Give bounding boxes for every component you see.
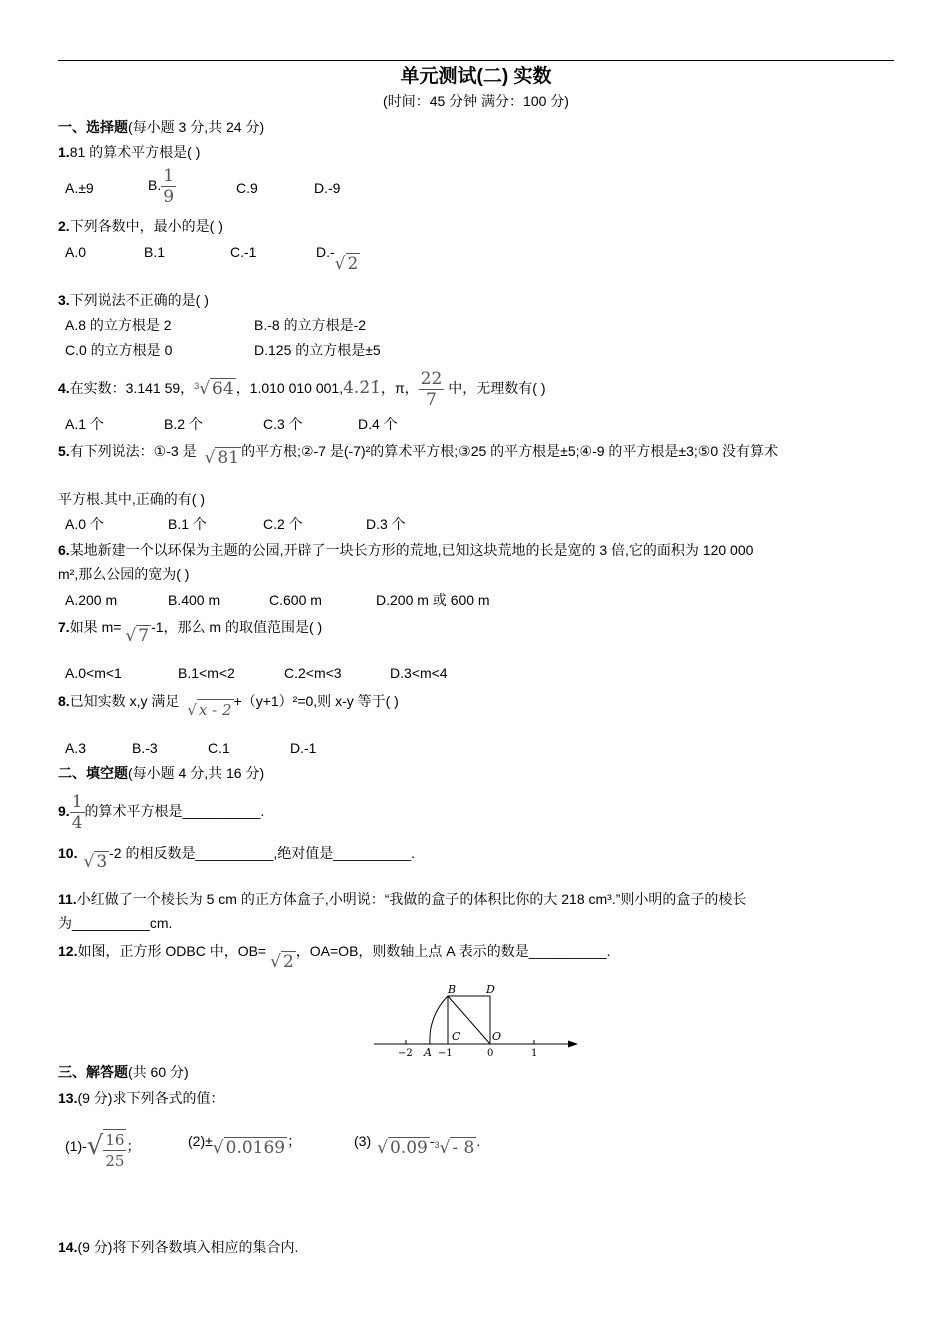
minus-sign: - — [429, 1133, 435, 1149]
section-title: 二、填空题 — [58, 765, 128, 781]
question-number: 4. — [58, 380, 70, 396]
question-6 — [58, 540, 753, 560]
question-text: 的算术平方根是__________. — [84, 803, 265, 819]
root-index: 3 — [434, 1140, 440, 1150]
section-title: 三、解答题 — [58, 1064, 128, 1080]
question-14 — [58, 1237, 298, 1257]
question-number: 10. — [58, 845, 78, 861]
question-text: 如图，正方形 ODBC 中，OB= — [77, 943, 267, 959]
question-number: 12. — [58, 943, 78, 959]
question-number: 14. — [58, 1239, 78, 1255]
section-1-heading — [58, 117, 264, 137]
question-text: -1，那么 m 的取值范围是( ) — [151, 619, 323, 635]
cube-root: √ 64 — [199, 379, 234, 400]
radicand: - 8 — [452, 1138, 475, 1159]
question-text: ，1.010 010 001, — [235, 380, 344, 396]
q7-option-c: C.2<m<3 — [284, 665, 342, 681]
question-7 — [58, 612, 323, 647]
square-root: √ $\frac{16}{25}$ — [86, 1130, 125, 1170]
q3-option-a: A.8 的立方根是 2 — [65, 317, 172, 333]
radicand: 0.09 — [389, 1138, 428, 1159]
q2-option-b: B.1 — [144, 244, 166, 260]
q4-option-d: D.4 个 — [358, 416, 398, 432]
fraction — [70, 792, 85, 833]
q1-option-c: C.9 — [236, 180, 258, 196]
numerator: 1 — [71, 791, 83, 812]
q7-option-b: B.1<m<2 — [178, 665, 235, 681]
radicand: x - 2 — [198, 701, 232, 720]
radicand: 64 — [212, 379, 234, 400]
question-8 — [58, 686, 399, 720]
question-5 — [58, 436, 778, 467]
q3-option-d: D.125 的立方根是±5 — [254, 342, 381, 358]
square-root: √ 7 — [125, 626, 150, 647]
punctuation: . — [476, 1133, 481, 1149]
question-text: 中，无理数有( ) — [448, 380, 546, 396]
q6-option-d: D.200 m 或 600 m — [376, 592, 490, 608]
q2-option-c: C.-1 — [230, 244, 257, 260]
fraction — [419, 369, 445, 410]
question-number: 6. — [58, 542, 70, 558]
denominator: 9 — [163, 187, 175, 207]
radicand: 3 — [96, 852, 108, 873]
part-label: (2)± — [188, 1133, 213, 1149]
punctuation: ； — [287, 1133, 302, 1149]
q5-option-a: A.0 个 — [65, 516, 104, 532]
question-number: 11. — [58, 891, 77, 907]
q6-option-a: A.200 m — [65, 592, 118, 608]
question-text: ，OA=OB，则数轴上点 A 表示的数是__________. — [295, 943, 611, 959]
punctuation: ； — [126, 1138, 141, 1155]
q5-option-b: B.1 个 — [168, 516, 207, 532]
question-4 — [58, 365, 546, 412]
numerator: 1 — [163, 166, 175, 186]
label-d: D — [486, 983, 495, 996]
fraction — [161, 166, 176, 207]
label-b: B — [448, 983, 457, 996]
radicand: 81 — [217, 448, 240, 469]
question-9 — [58, 789, 264, 833]
question-number: 2. — [58, 218, 70, 234]
square-root: √ 2 — [270, 952, 294, 973]
question-number: 5. — [58, 443, 70, 459]
tick-label: −1 — [438, 1048, 453, 1059]
number-line-figure — [372, 982, 582, 1060]
question-number: 9. — [58, 803, 70, 819]
section-note: (每小题 4 分,共 16 分) — [128, 765, 265, 781]
question-2 — [58, 216, 223, 236]
q13-part-3 — [354, 1124, 480, 1159]
q1-option-a: A.±9 — [65, 180, 94, 196]
question-3 — [58, 290, 209, 310]
denominator: 4 — [71, 812, 83, 833]
section-note: (每小题 3 分,共 24 分) — [128, 119, 265, 135]
q1-option-b — [148, 166, 176, 207]
square-root: √ 2 — [334, 253, 359, 274]
page-title: 单元测试(二) 实数 — [400, 66, 552, 87]
exam-page — [58, 0, 894, 1344]
q7-option-a: A.0<m<1 — [65, 665, 122, 681]
tick-label: 1 — [531, 1048, 538, 1059]
q5-option-d: D.3 个 — [366, 516, 406, 532]
square-root: √ x - 2 — [187, 701, 232, 720]
denominator: 25 — [105, 1151, 125, 1170]
question-text: 某地新建一个以环保为主题的公园,开辟了一块长方形的荒地,已知这块荒地的长是宽的 3 倍,它的面积为 120 000 — [69, 542, 754, 558]
q3-option-b: B.-8 的立方根是-2 — [254, 317, 367, 333]
root-index: 3 — [194, 381, 200, 391]
question-6-line-2: m²,那么公园的宽为( ) — [58, 566, 190, 582]
question-text: 小红做了一个棱长为 5 cm 的正方体盒子,小明说：“我做的盒子的体积比你的大 218 cm³.”则小明的盒子的棱长 — [76, 891, 747, 907]
repeating-decimal: 4.2̇1̇ — [343, 378, 381, 398]
question-number: 1. — [58, 144, 70, 160]
q2-option-a: A.0 — [65, 244, 87, 260]
part-label: (1)- — [65, 1138, 87, 1155]
option-label: D.- — [316, 244, 335, 260]
question-11-line-2: 为__________cm. — [58, 915, 173, 931]
q3-option-c: C.0 的立方根是 0 — [65, 342, 173, 358]
question-text: -2 的相反数是__________,绝对值是__________. — [109, 845, 415, 861]
option-label: B. — [148, 177, 162, 194]
question-number: 13. — [58, 1090, 78, 1106]
question-text: ，π， — [380, 380, 419, 396]
question-text: 的平方根;②-7 是(-7)²的算术平方根;③25 的平方根是±5;④-9 的平方根是±3;⑤0 没有算术 — [241, 443, 779, 459]
section-title: 一、选择题 — [58, 119, 128, 135]
tick-label: 0 — [487, 1048, 494, 1059]
question-11 — [58, 889, 746, 909]
square-root: √ 81 — [204, 448, 240, 469]
arc-ba — [430, 996, 448, 1044]
section-2-heading — [58, 763, 264, 783]
question-13 — [58, 1088, 224, 1108]
section-3-heading — [58, 1062, 189, 1082]
q13-part-1 — [65, 1122, 140, 1173]
numerator: 16 — [105, 1130, 125, 1149]
top-rule — [58, 60, 894, 61]
label-o: O — [492, 1030, 502, 1043]
question-text: 下列说法不正确的是( ) — [69, 292, 209, 308]
question-number: 8. — [58, 693, 70, 709]
question-text: 下列各数中，最小的是( ) — [69, 218, 223, 234]
question-text: 如果 m= — [69, 619, 122, 635]
q2-option-d — [316, 242, 360, 274]
denominator: 7 — [426, 389, 437, 410]
radicand: 0.0169 — [225, 1138, 286, 1159]
radicand: 2 — [347, 253, 359, 274]
question-text: 81 的算术平方根是( ) — [69, 144, 201, 160]
radicand: 2 — [282, 952, 294, 973]
q13-part-2 — [188, 1124, 301, 1159]
part-label: (3) — [354, 1133, 372, 1149]
q4-option-a: A.1 个 — [65, 416, 104, 432]
question-text: 在实数：3.141 59， — [69, 380, 195, 396]
question-text: (9 分)将下列各数填入相应的集合内. — [77, 1239, 299, 1255]
section-note: (共 60 分) — [128, 1064, 189, 1080]
q6-option-b: B.400 m — [168, 592, 221, 608]
q8-option-c: C.1 — [208, 740, 230, 756]
q6-option-c: C.600 m — [269, 592, 322, 608]
q7-option-d: D.3<m<4 — [390, 665, 448, 681]
question-1 — [58, 142, 200, 162]
q8-option-d: D.-1 — [290, 740, 317, 756]
q4-option-b: B.2 个 — [164, 416, 203, 432]
square-root: √ 0.0169 — [212, 1138, 286, 1159]
question-number: 3. — [58, 292, 70, 308]
axis-arrow-icon — [568, 1041, 578, 1048]
question-12 — [58, 936, 611, 973]
label-a: A — [424, 1046, 432, 1059]
q8-option-a: A.3 — [65, 740, 87, 756]
question-text: 有下列说法：①-3 是 — [69, 443, 197, 459]
label-c: C — [452, 1030, 461, 1043]
q8-option-b: B.-3 — [132, 740, 158, 756]
question-text: 已知实数 x,y 满足 — [69, 693, 180, 709]
radicand: 7 — [138, 626, 150, 647]
square-root: √ 0.09 — [377, 1138, 428, 1159]
question-10 — [58, 838, 415, 873]
question-text: +（y+1）²=0,则 x-y 等于( ) — [233, 693, 399, 709]
question-text: (9 分)求下列各式的值： — [77, 1090, 225, 1106]
q4-option-c: C.3 个 — [263, 416, 303, 432]
square-root: √ 3 — [83, 852, 108, 873]
numerator: 22 — [420, 368, 443, 389]
cube-root: √ - 8 — [439, 1138, 475, 1159]
q5-option-c: C.2 个 — [263, 516, 303, 532]
question-5-line-2: 平方根.其中,正确的有( ) — [58, 491, 205, 507]
page-subtitle: (时间：45 分钟 满分：100 分) — [383, 93, 569, 109]
question-number: 7. — [58, 619, 70, 635]
q1-option-d: D.-9 — [314, 180, 341, 196]
tick-label: −2 — [398, 1048, 413, 1059]
